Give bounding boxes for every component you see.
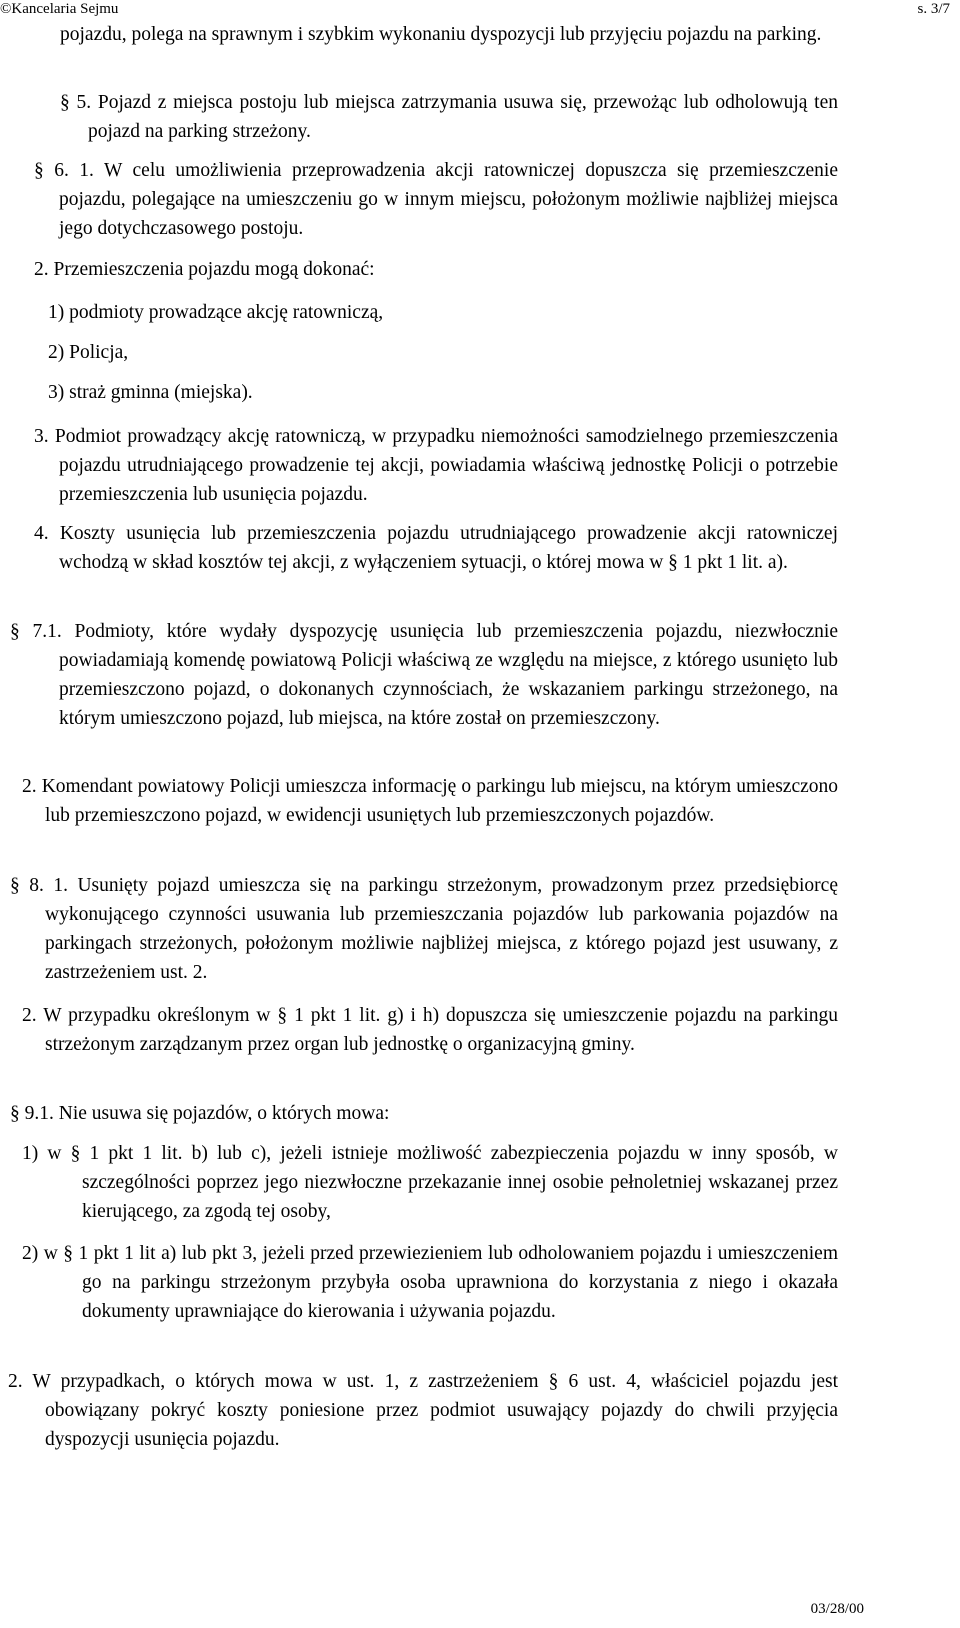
paragraph-7-2: 2. Komendant powiatowy Policji umieszcza informację o parkingu lub miejscu, na którym umieszczono lub przemieszczono pojazd, w ewidencji usuniętych lub przemieszczonych pojazdów. [22,776,838,826]
paragraph-6-1: § 6. 1. W celu umożliwienia przeprowadzenia akcji ratowniczej dopuszcza się przemieszczenie pojazdu, polegające na umieszczeniu go w innym miejscu, położonym możliwie najbliżej miejsca jego dotychczasowego postoju. [34,160,838,239]
list-item-6-2-1: 1) podmioty prowadzące akcję ratowniczą, [48,302,384,323]
paragraph-9-2: 2. W przypadkach, o których mowa w ust. 1, z zastrzeżeniem § 6 ust. 4, właściciel pojazdu jest obowiązany pokryć koszty poniesione przez podmiot usuwający pojazdy do chwili przyjęcia dyspozycji usunięcia pojazdu. [8,1371,838,1450]
paragraph-8-1: § 8. 1. Usunięty pojazd umieszcza się na parkingu strzeżonym, prowadzonym przez przedsiębiorcę wykonującego czynności usuwania lub przemieszczania pojazdów lub parkowania pojazdów na parkingach strzeżonych, położonym możliwie najbliżej miejsca, z którego pojazd jest usuwany, z zastrzeżeniem ust. 2. [10,875,838,983]
list-item-9-1-1: 1) w § 1 pkt 1 lit. b) lub c), jeżeli istnieje możliwość zabezpieczenia pojazdu w inny sposób, w szczególności poprzez jego niezwłoczne przekazanie innej osobie pełnoletniej wskazanej przez kierującego, za zgodą tej osoby, [22,1143,838,1222]
footer-document-code: 03/28/00 [810,1601,864,1617]
list-item-6-2-2: 2) Policja, [48,342,129,363]
header-page-number: s. 3/7 [917,1,950,17]
paragraph-6-2: 2. Przemieszczenia pojazdu mogą dokonać: [34,259,375,280]
paragraph-5: § 5. Pojazd z miejsca postoju lub miejsca zatrzymania usuwa się, przewożąc lub odholowują ten pojazd na parking strzeżony. [60,92,838,142]
paragraph-6-3: 3. Podmiot prowadzący akcję ratowniczą, w przypadku niemożności samodzielnego przemieszczenia pojazdu utrudniającego prowadzenie tej akcji, powiadamia właściwą jednostkę Policji o potrzebie przemieszczenia lub usunięcia pojazdu. [34,426,838,505]
list-item-9-1-2: 2) w § 1 pkt 1 lit a) lub pkt 3, jeżeli przed przewiezieniem lub odholowaniem pojazdu i umieszczeniem go na parkingu strzeżonym przybyła osoba uprawniona do korzystania z niego i okazała dokumenty uprawniające do kierowania i używania pojazdu. [22,1243,838,1322]
paragraph-9-1: § 9.1. Nie usuwa się pojazdów, o których mowa: [10,1103,390,1124]
list-item-6-2-3: 3) straż gminna (miejska). [48,382,253,403]
header-publisher: ©Kancelaria Sejmu [0,1,119,17]
paragraph-8-2: 2. W przypadku określonym w § 1 pkt 1 lit. g) i h) dopuszcza się umieszczenie pojazdu na parkingu strzeżonym zarządzanym przez organ lub jednostkę o organizacyjną gminy. [22,1005,838,1055]
paragraph-7-1: § 7.1. Podmioty, które wydały dyspozycję usunięcia lub przemieszczenia pojazdu, niezwłocznie powiadamiają komendę powiatową Policji właściwą ze względu na miejsce, z którego usunięto lub przemieszczono pojazd, o dokonanych czynnościach, że wskazaniem parkingu strzeżonego, na którym umieszczono pojazd, lub miejsca, na które został on przemieszczony. [10,621,838,729]
paragraph-6-4: 4. Koszty usunięcia lub przemieszczenia pojazdu utrudniającego prowadzenie akcji ratowniczej wchodzą w skład kosztów tej akcji, z wyłączeniem sytuacji, o której mowa w § 1 pkt 1 lit. a). [34,523,838,573]
paragraph-4-continued: pojazdu, polega na sprawnym i szybkim wykonaniu dyspozycji lub przyjęciu pojazdu na parking. [60,24,822,45]
